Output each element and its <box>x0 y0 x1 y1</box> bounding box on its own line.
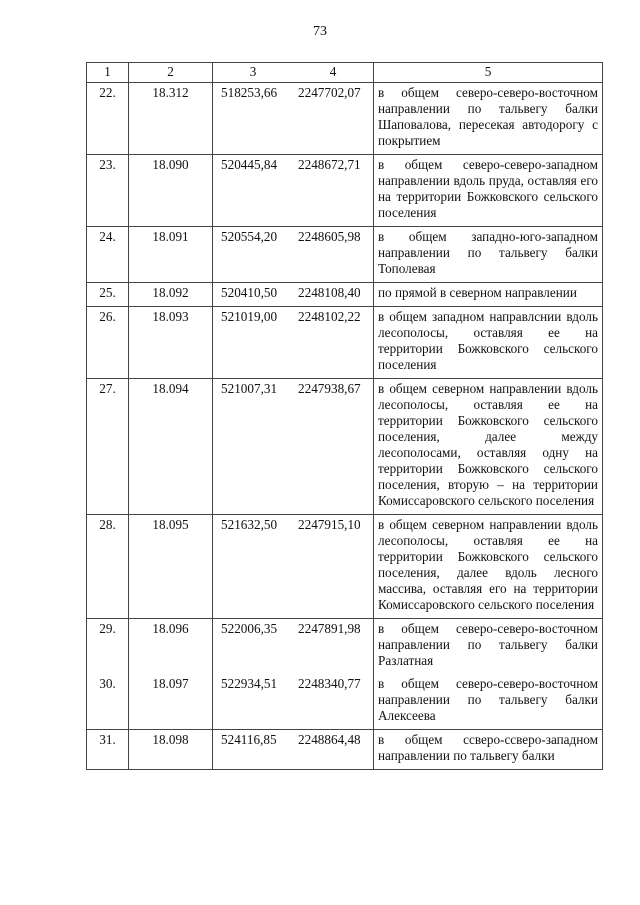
coordinate-y: 2247915,10 <box>298 517 361 532</box>
point-id: 18.091 <box>129 227 213 283</box>
coordinates-cell <box>213 619 374 675</box>
point-id: 18.095 <box>129 515 213 619</box>
point-id: 18.312 <box>129 83 213 155</box>
page-number: 73 <box>313 24 327 39</box>
coordinates-cell <box>213 307 374 379</box>
point-id: 18.096 <box>129 619 213 675</box>
boundary-description: в общем северо-северо-западном направлении вдоль пруда, оставляя его на территории Божковского сельского поселения <box>374 155 603 227</box>
coordinate-y: 2247891,98 <box>298 621 361 636</box>
point-id: 18.092 <box>129 283 213 307</box>
coordinate-y: 2248864,48 <box>298 732 361 747</box>
coordinate-y: 2248102,22 <box>298 309 361 324</box>
boundary-description: в общем северном направлении вдоль лесополосы, оставляя ее на территории Божковского сельского поселения, далее между лесополосами, оставляя одну на территории Божковского сельского поселения, вторую – на территории Комиссаровского сельского поселения <box>374 379 603 515</box>
coordinates-cell <box>213 83 374 155</box>
coordinates-cell <box>213 283 374 307</box>
boundary-description: в общем западно-юго-западном направлении по тальвегу балки Тополевая <box>374 227 603 283</box>
coordinate-x: 521632,50 <box>221 517 278 532</box>
table-row <box>87 83 603 155</box>
coordinates-cell <box>213 730 374 770</box>
boundary-description: в общем западном направлснии вдоль лесополосы, оставляя ее на территории Божковского сельского поселения <box>374 307 603 379</box>
boundary-description: в общем северо-северо-восточном направлении по тальвегу балки Алексеева <box>374 674 603 730</box>
table-row <box>87 730 603 770</box>
table-row <box>87 155 603 227</box>
coordinate-y: 2248605,98 <box>298 229 361 244</box>
coordinate-x: 524116,85 <box>221 732 277 747</box>
table-row <box>87 674 603 730</box>
coordinate-x: 520410,50 <box>221 285 278 300</box>
coordinate-y: 2247702,07 <box>298 85 361 100</box>
coordinate-y: 2248108,40 <box>298 285 361 300</box>
row-number: 27. <box>87 379 129 515</box>
row-number: 31. <box>87 730 129 770</box>
coordinate-y: 2248672,71 <box>298 157 361 172</box>
row-number: 22. <box>87 83 129 155</box>
coordinates-cell <box>213 674 374 730</box>
coordinate-y: 2248340,77 <box>298 676 361 691</box>
coordinate-x: 520445,84 <box>221 157 278 172</box>
table-row <box>87 515 603 619</box>
boundary-table <box>86 62 603 770</box>
row-number: 24. <box>87 227 129 283</box>
point-id: 18.098 <box>129 730 213 770</box>
row-number: 26. <box>87 307 129 379</box>
coordinates-cell <box>213 515 374 619</box>
coordinate-x: 522006,35 <box>221 621 278 636</box>
row-number: 23. <box>87 155 129 227</box>
table-row <box>87 619 603 675</box>
row-number: 29. <box>87 619 129 675</box>
coordinate-x: 521007,31 <box>221 381 278 396</box>
header-col-4: 4 <box>329 64 337 79</box>
table-row <box>87 283 603 307</box>
boundary-description: в общем северо-северо-восточном направлении по тальвегу балки Разлатная <box>374 619 603 675</box>
header-col-3-4 <box>213 63 374 83</box>
coordinate-x: 522934,51 <box>221 676 278 691</box>
header-col-2: 2 <box>129 63 213 83</box>
table-row <box>87 227 603 283</box>
coordinates-cell <box>213 227 374 283</box>
boundary-description: в общем северном направлении вдоль лесополосы, оставляя ее на территории Божковского сельского поселения, далее вдоль лесного массива, оставляя его на территории Комиссаровского сельского поселения <box>374 515 603 619</box>
coordinate-x: 518253,66 <box>221 85 278 100</box>
coordinates-cell <box>213 155 374 227</box>
table-row <box>87 379 603 515</box>
row-number: 30. <box>87 674 129 730</box>
table-header-row <box>87 63 603 83</box>
point-id: 18.093 <box>129 307 213 379</box>
row-number: 28. <box>87 515 129 619</box>
boundary-description: в общем ссверо-ссверо-западном направлении по тальвегу балки <box>374 730 603 770</box>
boundary-description: в общем северо-северо-восточном направлении по тальвегу балки Шаповалова, пересекая автодорогу с покрытием <box>374 83 603 155</box>
coordinate-x: 520554,20 <box>221 229 278 244</box>
row-number: 25. <box>87 283 129 307</box>
coordinate-y: 2247938,67 <box>298 381 361 396</box>
header-col-1: 1 <box>87 63 129 83</box>
coordinates-cell <box>213 379 374 515</box>
point-id: 18.097 <box>129 674 213 730</box>
boundary-description: по прямой в северном направлении <box>374 283 603 307</box>
point-id: 18.094 <box>129 379 213 515</box>
table-row <box>87 307 603 379</box>
point-id: 18.090 <box>129 155 213 227</box>
header-col-5: 5 <box>374 63 603 83</box>
coordinate-x: 521019,00 <box>221 309 278 324</box>
header-col-3: 3 <box>249 64 257 79</box>
